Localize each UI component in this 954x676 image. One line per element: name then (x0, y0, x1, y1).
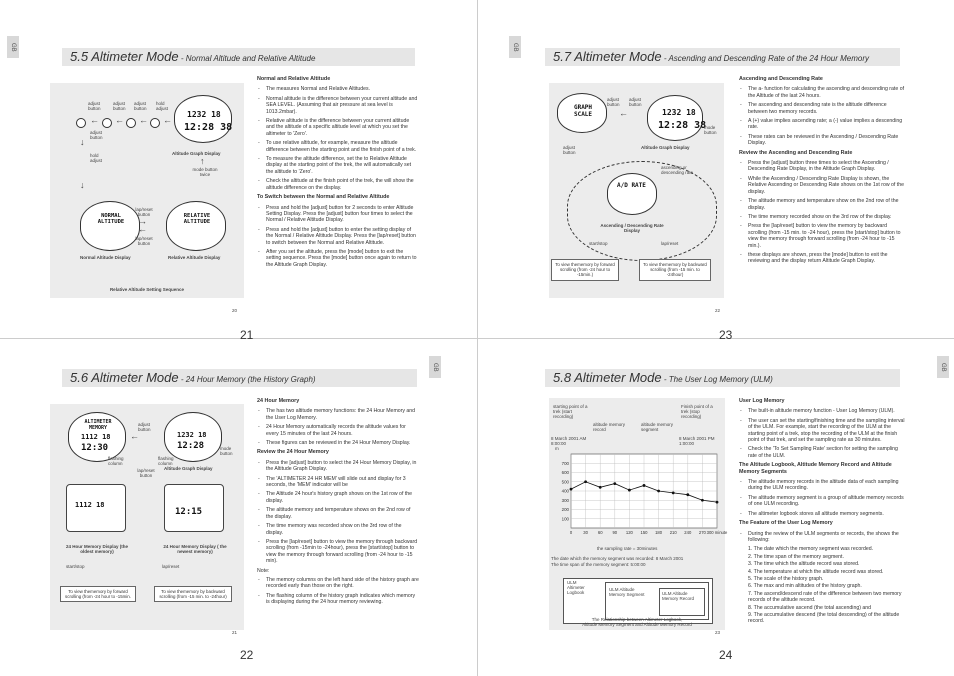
section-subtitle: - Ascending and Descending Rate of the 24 Hour Memory (661, 54, 869, 63)
watch-digits-d: 12:28 (177, 441, 205, 451)
rate-caption: Ascending / Descending Rate Display (600, 223, 664, 233)
x-tick-label: 30 (583, 530, 588, 535)
watch-altitude-graph (647, 95, 707, 141)
label-lap-reset: lap/reset (661, 241, 679, 246)
bullet: - Press the [lap/reset] button to view the memory through backward scrolling (from -15min to -24hour), press the [start/stop] button to view the memory through forward scrolling (from -24 hour to -15 min). (257, 539, 419, 565)
language-tab: GB (7, 36, 19, 58)
bullet: - The built-in altitude memory function - User Log Memory (ULM). (739, 408, 907, 414)
section-title: 5.6 Altimeter Mode (70, 370, 179, 385)
newest-caption: 24 Hour Memory Display ( the newest memory) (163, 544, 227, 554)
body-text (739, 74, 905, 268)
watch-digits-e: 1112 18 (75, 501, 105, 509)
bullet: - The measures Normal and Relative Altitudes. (257, 86, 419, 92)
arrow-left-icon: ← (163, 115, 172, 125)
inner-page-number: 23 (715, 630, 721, 635)
watch-digits-a: 1112 18 (81, 433, 111, 441)
page-24 (477, 338, 954, 676)
step-circle (76, 118, 86, 128)
bullet: - The altimeter logbook stores all altitude memory segments. (739, 511, 907, 517)
arrow-up-icon: ↑ (200, 156, 205, 166)
watch-oldest-memory (66, 484, 126, 532)
section-subtitle: - Normal Altitude and Relative Altitude (178, 54, 316, 63)
body-text (257, 396, 419, 609)
section-heading: Review the 24 Hour Memory (257, 449, 329, 456)
watch-digits-bottom: 12:28 38 (184, 122, 233, 133)
section-banner (545, 369, 900, 387)
arrow-left-icon: ← (90, 115, 99, 125)
section-heading: 24 Hour Memory (257, 398, 300, 404)
section-title: 5.7 Altimeter Mode (553, 49, 662, 64)
label-lap-reset: lap/reset (162, 564, 180, 569)
page-23 (477, 0, 954, 342)
x-tick-label: 60 (597, 530, 603, 535)
x-tick-label: 210 (669, 530, 677, 535)
data-point (613, 482, 616, 485)
bullet: - The flashing column of the history graph indicates which memory is displaying during the 24 hour memory reviewing. (257, 593, 419, 606)
section-heading: To Switch between the Normal and Relative Altitude (257, 194, 390, 201)
section-heading: The Feature of the User Log Memory (739, 520, 833, 527)
bullet: - After you set the altitude, press the [mode] button to exit the setting sequence. Press the [mode] button once again to return to the Altitude Graph Display. (257, 249, 419, 268)
page-number: 21 (240, 328, 254, 342)
body-text (739, 396, 907, 626)
bullet: - The memory columns on the left hand side of the history graph are recorded early than those on the right. (257, 577, 419, 590)
arrow-right-icon: → (138, 216, 147, 226)
bullet: - Check the altitude at the finish point of the trek, the will show the altitude difference on the display. (257, 178, 419, 191)
bullet: - The altitude memory segment is a group of altitude memory records of one ULM recording. (739, 495, 907, 508)
watch-altimeter-memory (68, 412, 126, 462)
figure-panel (549, 398, 728, 630)
bullet: - The user can set the starting/finishing time and the sampling interval of the ULM. For example, start the recording of the ULM at the starting point of a trek, stop the recording of the ULM at the finish point of that trek, and set the sampling rate as 30 minutes. (739, 418, 907, 444)
relationship-caption-2: Altitude Memory Segment and Altitude Memory Record (582, 622, 692, 627)
page-21 (0, 0, 477, 342)
figure-panel (50, 404, 244, 630)
data-point (672, 491, 675, 494)
page-number: 22 (240, 648, 254, 662)
label-start-stop: start/stop (589, 241, 608, 246)
section-subtitle: - 24 Hour Memory (the History Graph) (178, 375, 316, 384)
bullet: - Press and hold the [adjust] button for 2 seconds to enter Altitude Setting Display. Press the [adjust] button four times to select the Normal / Relative Altitude Display. (257, 205, 419, 224)
x-tick-label: 240 (684, 530, 692, 535)
y-tick-label: 100 (561, 516, 569, 522)
bullet: - Press and hold the [adjust] button to enter the setting display of the Normal / Relative Altitude Display. Press the [lap/reset] button to switch between the Normal and Relative Altitude. (257, 227, 419, 246)
date-right: 8 March 2001 PM 1:00:00 (679, 436, 715, 446)
bullet: - The altitude memory records in the altitude data of each sampling during the ULM recording. (739, 479, 907, 492)
arrow-left-icon: ← (130, 431, 139, 441)
data-point (701, 499, 704, 502)
segment-box-label: ULM Altitude Memory Segment (609, 587, 645, 597)
label-lapreset-1: lap/reset button (135, 207, 153, 217)
forward-scroll-box: To view thememory by forward scrolling (from -24 hour to -15min.) (551, 259, 619, 281)
numbered-item: 7. The ascend/descend rate of the difference between two memory records of the altitude record. (748, 590, 902, 604)
x-tick-label: 90 (612, 530, 618, 535)
bullet: - The time memory was recorded show on the 3rd row of the display. (257, 523, 419, 536)
numbered-item: 9. The accumulative descend (the total descending) of the altitude record. (748, 611, 900, 625)
bullet: - Normal altitude is the difference between your current altitude and SEA LEVEL. (Assuming that air pressure at sea level is 1013.2mbar). (257, 96, 419, 115)
language-tab: GB (509, 36, 521, 58)
bullet: - Relative altitude is the difference between your current altitude and the altitude of a specific altitude level at which you set the altimeter to 'Zero'. (257, 118, 419, 137)
watch-newest-memory (164, 484, 224, 532)
step-circle (102, 118, 112, 128)
relative-caption: Relative Altitude Display (168, 255, 221, 260)
start-label: starting point of a trek (start recording) (553, 404, 588, 419)
arrow-left-icon: ← (619, 108, 628, 118)
label-hold-adjust: hold adjust (156, 101, 169, 111)
bullet: - Check the 'To Set Sampling Rate' section for setting the sampling rate of the ULM. (739, 446, 907, 459)
bullet: - A (+) value implies ascending rate; a (-) value implies a descending rate. (739, 118, 905, 131)
label-flashing-2: flashing column (158, 456, 174, 466)
sampling-rate-label: the sampling rate = 30minutes (597, 546, 658, 551)
watch-digits-top: 1232 18 (187, 110, 221, 119)
section-banner (62, 369, 417, 387)
label-mode: mode button (220, 446, 233, 456)
bullet: - Press the [adjust] button to select the 24 Hour Memory Display, in the Altitude Graph Display. (257, 460, 419, 473)
record-label: altitude memory record (593, 422, 626, 432)
label-mode: mode button (704, 125, 717, 135)
data-point (657, 490, 660, 493)
language-tab: GB (429, 356, 441, 378)
data-point (584, 480, 587, 483)
segment-label: altitude memory segment (641, 422, 674, 432)
inner-page-number: 21 (232, 630, 238, 635)
numbered-item: 4. The temperature at which the altitude record was stored. (748, 568, 884, 575)
watch-relative-altitude (166, 201, 226, 251)
arrow-left-icon: ← (139, 115, 148, 125)
watch-digits-c: 1232 18 (177, 431, 207, 439)
watch-rate-display (607, 173, 657, 215)
page-22 (0, 338, 477, 676)
step-circle (150, 118, 160, 128)
x-tick-label: 300 minute (706, 530, 728, 535)
section-title: 5.5 Altimeter Mode (70, 49, 179, 64)
lcd-graph-scale: GRAPH SCALE (573, 104, 593, 118)
label-adjust-2: adjust button (113, 101, 126, 111)
chart-caption-1: The date which the memory segment was recorded: 8 March 2001 (551, 556, 684, 561)
bullet: - To measure the altitude difference, set the to Relative Altitude display at the starting point of the trek, the will automatically set the altitude to 'Zero'. (257, 156, 419, 175)
numbered-item: 5. The scale of the history graph. (748, 575, 824, 582)
date-left: 8 March 2001 AM 8:00:00 (551, 436, 587, 446)
numbered-item: 1. The date which the memory segment was recorded. (748, 546, 874, 553)
bullet: - To use relative altitude, for example, measure the altitude difference between the starting point and the finish point of a trek. (257, 140, 419, 153)
x-tick-label: 120 (625, 530, 633, 535)
watch-graph-scale (557, 93, 607, 133)
section-heading: The Altitude Logbook, Altitude Memory Record and Altitude Memory Segments (739, 462, 892, 475)
lcd-rate: A/D RATE (617, 182, 646, 189)
y-unit-label: m (555, 446, 559, 451)
watch-digits-bottom: 12:28 38 (658, 120, 707, 131)
bullet: - While the Ascending / Descending Rate Display is shown, the Relative Ascending or Descending Rate shows on the 1st row of the display. (739, 176, 905, 195)
oldest-caption: 24 Hour Memory Display (the oldest memory) (65, 544, 128, 554)
bullet: - The altitude memory and temperature shows on the 2nd row of the display. (257, 507, 419, 520)
bullet: - 24 Hour Memory automatically records the altitude values for every 15 minutes of the last 24 hours. (257, 424, 419, 437)
y-tick-label: 500 (561, 479, 569, 485)
section-banner (545, 48, 900, 66)
y-tick-label: 300 (561, 497, 569, 503)
watch-digits-top: 1232 18 (662, 108, 696, 117)
label-adjust-3: adjust button (134, 101, 147, 111)
arrow-left-icon: ← (115, 115, 124, 125)
label-adjust-2: adjust button (629, 97, 642, 107)
section-banner (62, 48, 415, 66)
ulm-line-chart (549, 448, 728, 538)
section-title: 5.8 Altimeter Mode (553, 370, 662, 385)
lcd-normal-label: NORMAL ALTITUDE (97, 213, 125, 225)
x-tick-label: 0 (569, 530, 573, 535)
label-lapreset-2: lap/reset button (135, 236, 153, 246)
label-start-stop: start/stop (66, 564, 85, 569)
figure-panel (50, 83, 244, 298)
step-circle (126, 118, 136, 128)
chart-caption-2: The time span of the memory segment: 5:00:00 (551, 562, 646, 567)
lcd-memory-label: ALTIMETER MEMORY (84, 419, 112, 431)
x-tick-label: 180 (655, 530, 663, 535)
inner-page-number: 22 (715, 308, 721, 313)
label-adjust-1: adjust button (607, 97, 620, 107)
data-point (628, 489, 631, 492)
logbook-label: ULM Altimeter Logbook (567, 580, 585, 595)
label-adjust-4: adjust button (90, 130, 103, 140)
bullet: - The has two altitude memory functions: the 24 Hour Memory and the User Log Memory. (257, 408, 419, 421)
label-adjust-3: adjust button (563, 145, 576, 155)
backward-scroll-box: To view thememory by backward scrolling (from -15 min. to -24hour) (639, 259, 711, 281)
bullet: - Press the [lap/reset] button to view the memory by backward scrolling (from -15 min. to -24 hour), press the [start/stop] button to view the memory through forward scrolling (from -24 hour to -15 min.). (739, 223, 905, 249)
data-point (686, 493, 689, 496)
body-text (257, 74, 419, 271)
numbered-item: 8. The accumulative ascend (the total ascending) and (748, 604, 872, 611)
bullet: - During the review of the ULM segments or records, the shows the following: (739, 531, 907, 544)
bullet: - The 'ALTIMETER 24 HR MEM' will slide out and display for 3 seconds, the 'MEM' indicator will be (257, 476, 419, 489)
relationship-caption-1: The Relationship between Altimeter Logbook, (591, 617, 683, 622)
bullet: - The time memory recorded show on the 3rd row of the display. (739, 214, 905, 220)
arrow-left-icon: ← (138, 224, 147, 234)
bullet: - these displays are shown, press the [mode] button to exit the reviewing and the display return Altitude Graph Display. (739, 252, 905, 265)
language-tab: GB (937, 356, 949, 378)
y-tick-label: 600 (561, 470, 569, 475)
bullet: - The a- function for calculating the ascending and descending rate of the Altitude of the last 24 hours. (739, 86, 905, 99)
watch-normal-altitude (80, 201, 140, 251)
page-number: 24 (719, 648, 733, 662)
forward-scroll-box: To view thememory by forward scrolling (from -24 hour to -15min. (60, 586, 136, 602)
altitude-graph-caption: Altitude Graph Display (641, 145, 690, 150)
altitude-graph-caption: Altitude Graph Display (172, 151, 221, 156)
y-tick-label: 200 (561, 507, 569, 512)
y-tick-label: 400 (561, 488, 569, 494)
bullet: - The Altitude 24 hour's history graph shows on the 1st row of the display. (257, 491, 419, 504)
label-adjust-1: adjust button (88, 101, 101, 111)
data-point (599, 486, 602, 489)
inner-page-number: 20 (232, 308, 238, 313)
numbered-item: 3. The time which the altitude record was stored. (748, 561, 860, 568)
arrow-down-icon: ↓ (80, 137, 85, 147)
watch-altitude-graph (174, 95, 232, 143)
normal-caption: Normal Altitude Display (80, 255, 131, 260)
altitude-graph-caption: Altitude Graph Display (164, 466, 213, 471)
bullet: - The ascending and descending rate is the altitude difference between two memory records. (739, 102, 905, 115)
backward-scroll-box: To view thememory by backward scrolling (from -15 min. to -24hour) (154, 586, 232, 602)
y-tick-label: 700 (561, 460, 569, 466)
x-tick-label: 270 (698, 530, 706, 535)
section-heading: User Log Memory (739, 398, 785, 404)
watch-digits-f: 12:15 (175, 507, 203, 517)
x-tick-label: 150 (640, 530, 648, 535)
bullet: - Press the [adjust] button three times to select the Ascending / Descending Rate Display, in the Altitude Graph Display. (739, 160, 905, 173)
finish-label: Finish point of a trek (stop recording) (681, 404, 713, 419)
note-label: Note: (257, 567, 270, 574)
label-rate: ascending or descending rate (661, 165, 694, 175)
bullet: - These figures can be reviewed in the 24 Hour Memory Display. (257, 440, 419, 446)
label-flashing-1: flashing column (108, 456, 124, 466)
data-point (570, 488, 573, 491)
data-point (643, 484, 646, 487)
data-point (716, 501, 719, 504)
arrow-down-icon: ↓ (80, 180, 85, 190)
numbered-item: 6. The max and min altitudes of the history graph. (748, 583, 862, 590)
page-number: 23 (719, 328, 733, 342)
numbered-item: 2. The time span of the memory segment. (748, 553, 844, 560)
label-adjust: adjust button (138, 422, 151, 432)
label-lapreset: lap/reset button (137, 468, 155, 478)
section-heading: Ascending and Descending Rate (739, 76, 823, 82)
watch-digits-b: 12:30 (81, 443, 109, 453)
section-heading: Normal and Relative Altitude (257, 76, 331, 82)
lcd-relative-label: RELATIVE ALTITUDE (183, 213, 211, 225)
sequence-caption: Relative Altitude Setting Sequence (109, 287, 185, 292)
figure-panel (549, 83, 724, 298)
record-box-label: ULM Altitude Memory Record (662, 591, 695, 601)
watch-altitude-graph (164, 412, 222, 462)
label-mode-twice: mode button twice (192, 167, 218, 177)
bullet: - These rates can be reviewed in the Ascending / Descending Rate Display. (739, 134, 905, 147)
label-hold-adjust-2: hold adjust (90, 153, 103, 163)
section-heading: Review the Ascending and Descending Rate (739, 149, 853, 156)
section-subtitle: - The User Log Memory (ULM) (661, 375, 773, 384)
bullet: - The altitude memory and temperature show on the 2nd row of the display. (739, 198, 905, 211)
